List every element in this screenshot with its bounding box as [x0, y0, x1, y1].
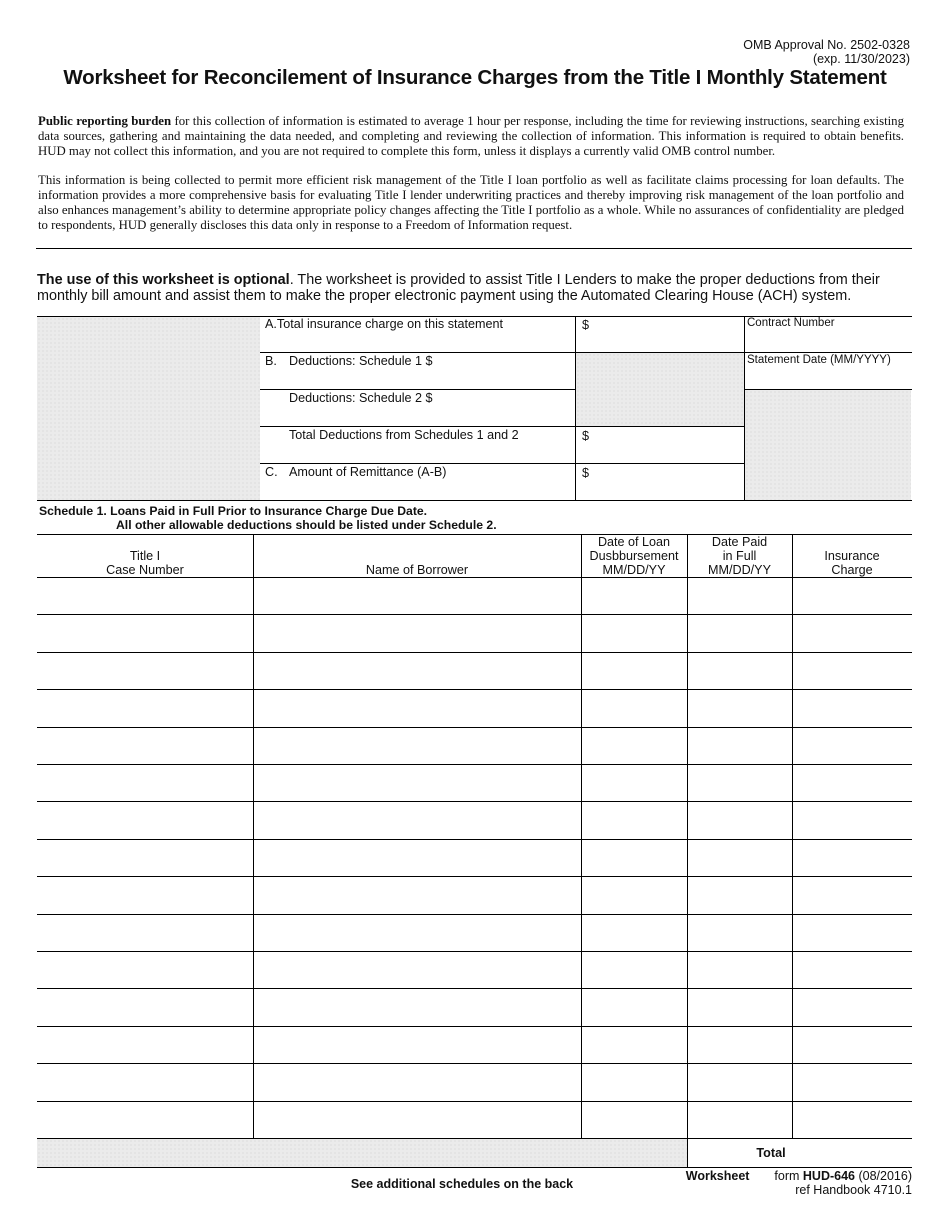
optional-note-text: . The worksheet is provided to assist Title I Lenders to make the proper deductions from their monthly bill amount and assist them to make the proper electronic payment using the Automated Clearing House (ACH) system. [37, 272, 880, 304]
date-paid-cell[interactable] [689, 878, 790, 911]
schedule-1-subheading: All other allowable deductions should be listed under Schedule 2. [116, 518, 497, 532]
insurance-charge-cell[interactable] [794, 1103, 910, 1136]
insurance-charge-cell[interactable] [794, 691, 910, 724]
insurance-charge-cell[interactable] [794, 878, 910, 911]
total-shaded-area [37, 1139, 687, 1167]
case-number-cell[interactable] [39, 878, 251, 911]
date-paid-cell[interactable] [689, 691, 790, 724]
case-number-cell[interactable] [39, 1028, 251, 1061]
disbursement-date-cell[interactable] [583, 803, 685, 836]
date-paid-cell[interactable] [689, 1103, 790, 1136]
worksheet-label: Worksheet [685, 1169, 750, 1183]
borrower-name-cell[interactable] [255, 691, 579, 724]
form-identifier [686, 1169, 912, 1197]
disbursement-date-cell[interactable] [583, 1065, 685, 1098]
purpose-paragraph: This information is being collected to permit more efficient risk management of the Title I loan portfolio as well as facilitate claims processing for loan defaults. The information provides a more comprehensive basis for evaluating Title I lender underwriting practices and thereby improving risk management of the loan portfolio and also enhances management’s ability to determine appropriate policy changes affecting the Title I portfolio as a whole. While no assurances of confidentiality are pledged to respondents, HUD generally discloses this data only in response to a Freedom of Information request. [38, 173, 904, 232]
borrower-name-cell[interactable] [255, 1028, 579, 1061]
insurance-charge-cell[interactable] [794, 654, 910, 687]
contract-number-label: Contract Number [747, 317, 835, 329]
contract-number-field[interactable] [747, 333, 909, 350]
total-deductions-label: Total Deductions from Schedules 1 and 2 [289, 428, 519, 442]
omb-approval-number: OMB Approval No. 2502-0328 [743, 38, 910, 52]
date-paid-cell[interactable] [689, 803, 790, 836]
optional-note-bold: The use of this worksheet is optional [37, 272, 290, 288]
case-number-cell[interactable] [39, 616, 251, 649]
form-number: HUD-646 [802, 1169, 855, 1183]
borrower-name-cell[interactable] [255, 579, 579, 612]
line-b-prefix: B. [265, 354, 277, 368]
amount-of-remittance-field[interactable] [600, 466, 740, 496]
statement-date-field[interactable] [747, 370, 909, 387]
column-header-borrower: Name of Borrower [365, 563, 469, 577]
borrower-name-cell[interactable] [255, 878, 579, 911]
form-prefix: form [774, 1169, 800, 1183]
borrower-name-cell[interactable] [255, 953, 579, 986]
insurance-charge-cell[interactable] [794, 803, 910, 836]
date-paid-cell[interactable] [689, 1028, 790, 1061]
insurance-charge-cell[interactable] [794, 990, 910, 1023]
case-number-cell[interactable] [39, 1065, 251, 1098]
total-insurance-charge-label: A.Total insurance charge on this statement [265, 317, 504, 331]
insurance-charge-cell[interactable] [794, 841, 910, 874]
case-number-cell[interactable] [39, 654, 251, 687]
date-paid-cell[interactable] [689, 953, 790, 986]
date-paid-cell[interactable] [689, 916, 790, 949]
insurance-charge-cell[interactable] [794, 729, 910, 762]
disbursement-date-cell[interactable] [583, 990, 685, 1023]
total-insurance-charge-amount-field[interactable] [855, 1141, 911, 1165]
borrower-name-cell[interactable] [255, 803, 579, 836]
date-paid-cell[interactable] [689, 990, 790, 1023]
currency-sign: $ [582, 429, 590, 443]
optional-note [37, 272, 912, 304]
date-paid-cell[interactable] [689, 579, 790, 612]
burden-label: Public reporting burden [38, 114, 172, 128]
case-number-cell[interactable] [39, 579, 251, 612]
case-number-cell[interactable] [39, 990, 251, 1023]
insurance-charge-cell[interactable] [794, 579, 910, 612]
omb-approval-block [743, 38, 910, 66]
borrower-name-cell[interactable] [255, 766, 579, 799]
date-paid-cell[interactable] [689, 654, 790, 687]
column-header-insurance-charge: Insurance Charge [824, 549, 880, 577]
disbursement-date-cell[interactable] [583, 878, 685, 911]
borrower-name-cell[interactable] [255, 616, 579, 649]
line-c-prefix: C. [265, 465, 278, 479]
disbursement-date-cell[interactable] [583, 916, 685, 949]
handbook-reference: ref Handbook 4710.1 [795, 1183, 912, 1197]
column-header-date-paid: Date Paid in Full MM/DD/YY [708, 535, 771, 577]
see-back-note: See additional schedules on the back [350, 1177, 574, 1191]
disbursement-date-cell[interactable] [583, 1103, 685, 1136]
disbursement-date-cell[interactable] [583, 766, 685, 799]
column-header-case-number: Title I Case Number [106, 549, 184, 577]
omb-expiration: (exp. 11/30/2023) [812, 52, 910, 66]
divider [36, 248, 912, 249]
insurance-charge-cell[interactable] [794, 1028, 910, 1061]
total-insurance-charge-field[interactable] [600, 318, 740, 348]
borrower-name-cell[interactable] [255, 729, 579, 762]
summary-shaded-right [745, 390, 911, 501]
disbursement-date-cell[interactable] [583, 729, 685, 762]
case-number-cell[interactable] [39, 841, 251, 874]
summary-shaded-deductions [576, 353, 744, 427]
amount-of-remittance-label: Amount of Remittance (A-B) [289, 465, 447, 479]
date-paid-cell[interactable] [689, 616, 790, 649]
date-paid-cell[interactable] [689, 1065, 790, 1098]
disbursement-date-cell[interactable] [583, 691, 685, 724]
borrower-name-cell[interactable] [255, 990, 579, 1023]
schedule-1-heading: Schedule 1. Loans Paid in Full Prior to Insurance Charge Due Date. [39, 504, 428, 518]
borrower-name-cell[interactable] [255, 1103, 579, 1136]
disbursement-date-cell[interactable] [583, 953, 685, 986]
insurance-charge-cell[interactable] [794, 953, 910, 986]
insurance-charge-cell[interactable] [794, 616, 910, 649]
disbursement-date-cell[interactable] [583, 579, 685, 612]
deductions-schedule-2-label[interactable]: Deductions: Schedule 2 $ [289, 391, 433, 405]
total-label: Total [756, 1146, 786, 1160]
borrower-name-cell[interactable] [255, 916, 579, 949]
disbursement-date-cell[interactable] [583, 616, 685, 649]
case-number-cell[interactable] [39, 803, 251, 836]
form-date: (08/2016) [858, 1169, 912, 1183]
date-paid-cell[interactable] [689, 766, 790, 799]
date-paid-cell[interactable] [689, 841, 790, 874]
case-number-cell[interactable] [39, 729, 251, 762]
deductions-schedule-1-label[interactable]: Deductions: Schedule 1 $ [289, 354, 433, 368]
burden-paragraph [38, 114, 904, 159]
insurance-charge-cell[interactable] [794, 766, 910, 799]
burden-text: for this collection of information is estimated to average 1 hour per response, including the time for reviewing instructions, searching existing data sources, gathering and maintaining the data needed, and completing and reviewing the collection of information. This information is required to obtain benefits. HUD may not collect this information, and you are not required to complete this form, unless it displays a currently valid OMB control number. [38, 114, 904, 158]
case-number-cell[interactable] [39, 916, 251, 949]
case-number-cell[interactable] [39, 766, 251, 799]
borrower-name-cell[interactable] [255, 841, 579, 874]
case-number-cell[interactable] [39, 1103, 251, 1136]
column-header-disbursement-date: Date of Loan Dusbbursement MM/DD/YY [589, 535, 679, 577]
currency-sign: $ [582, 318, 590, 332]
case-number-cell[interactable] [39, 953, 251, 986]
statement-date-label: Statement Date (MM/YYYY) [747, 354, 891, 366]
currency-sign: $ [582, 466, 590, 480]
page-title: Worksheet for Reconcilement of Insurance Charges from the Title I Monthly Statement [63, 66, 887, 89]
date-paid-cell[interactable] [689, 729, 790, 762]
disbursement-date-cell[interactable] [583, 654, 685, 687]
total-deductions-field[interactable] [600, 429, 740, 459]
borrower-name-cell[interactable] [255, 654, 579, 687]
summary-shaded-left [37, 317, 260, 501]
disbursement-date-cell[interactable] [583, 1028, 685, 1061]
insurance-charge-cell[interactable] [794, 916, 910, 949]
borrower-name-cell[interactable] [255, 1065, 579, 1098]
disbursement-date-cell[interactable] [583, 841, 685, 874]
insurance-charge-cell[interactable] [794, 1065, 910, 1098]
case-number-cell[interactable] [39, 691, 251, 724]
